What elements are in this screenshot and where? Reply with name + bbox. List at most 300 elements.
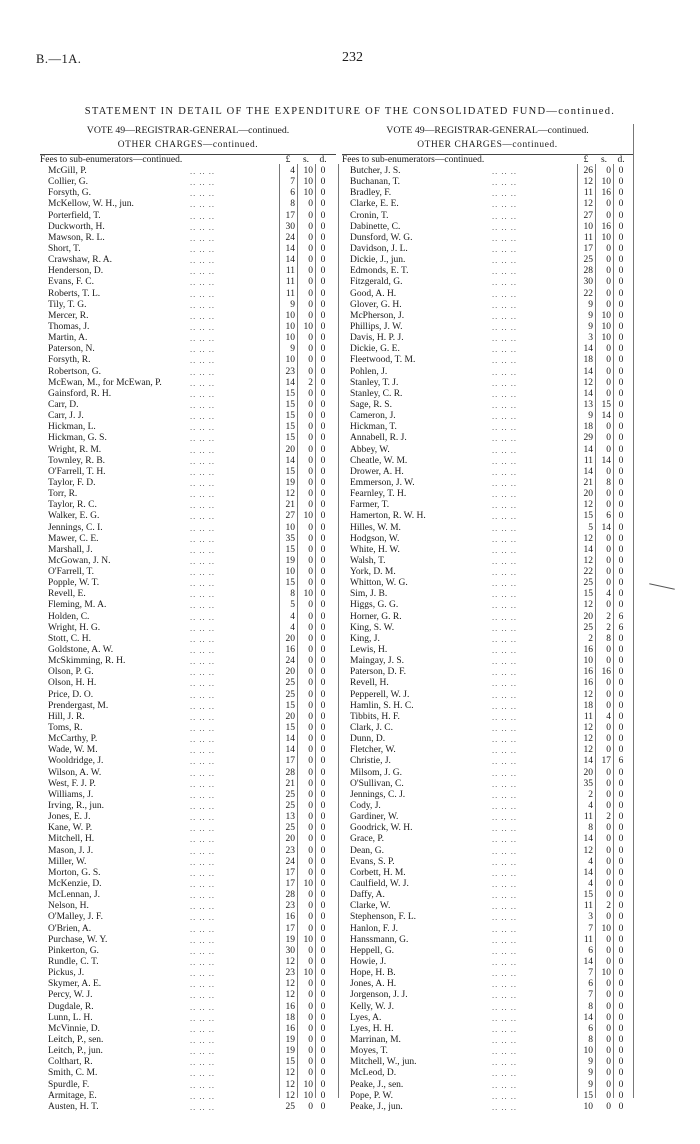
payee-name: Clarke, W. xyxy=(350,901,391,912)
pounds-rule xyxy=(279,164,280,1098)
pounds-value: 14 xyxy=(285,255,295,266)
leader-dots: .. .. .. xyxy=(492,845,517,856)
pence-value: 0 xyxy=(320,366,326,377)
list-item xyxy=(342,634,633,645)
pounds-value: 19 xyxy=(285,934,295,945)
shillings-value: 0 xyxy=(308,600,313,611)
pence-value: 0 xyxy=(320,778,326,789)
payee-name: Kane, W. P. xyxy=(48,823,93,834)
list-item xyxy=(40,478,336,489)
leader-dots: .. .. .. xyxy=(190,399,215,410)
payee-name: Daffy, A. xyxy=(350,890,385,901)
payee-name: White, H. W. xyxy=(350,544,400,555)
leader-dots: .. .. .. xyxy=(190,567,215,578)
pence-value: 0 xyxy=(320,1057,326,1068)
payee-name: Townley, R. B. xyxy=(48,455,106,466)
list-item xyxy=(40,489,336,500)
pence-value: 0 xyxy=(618,745,624,756)
leader-dots: .. .. .. xyxy=(492,299,517,310)
payee-name: Dunn, D. xyxy=(350,734,386,745)
pounds-value: 14 xyxy=(285,734,295,745)
shillings-value: 0 xyxy=(606,723,611,734)
payee-name: Buchanan, T. xyxy=(350,177,401,188)
shillings-value: 0 xyxy=(308,344,313,355)
payee-name: Short, T. xyxy=(48,243,81,254)
pence-value: 0 xyxy=(320,723,326,734)
pounds-value: 25 xyxy=(285,678,295,689)
payee-name: Duckworth, H. xyxy=(48,221,105,232)
pence-value: 0 xyxy=(320,901,326,912)
leader-dots: .. .. .. xyxy=(190,622,215,633)
pence-value: 0 xyxy=(618,377,624,388)
list-item xyxy=(40,277,336,288)
shillings-value: 0 xyxy=(308,711,313,722)
leader-dots: .. .. .. xyxy=(492,867,517,878)
list-item xyxy=(40,834,336,845)
pounds-value: 14 xyxy=(285,243,295,254)
leader-dots: .. .. .. xyxy=(492,511,517,522)
pounds-value: 25 xyxy=(285,801,295,812)
shillings-value: 0 xyxy=(606,444,611,455)
pounds-value: 10 xyxy=(285,321,295,332)
shillings-value: 0 xyxy=(606,1068,611,1079)
shillings-value: 0 xyxy=(606,912,611,923)
pence-value: 0 xyxy=(618,645,624,656)
pounds-value: 29 xyxy=(583,433,593,444)
pence-value: 0 xyxy=(618,522,624,533)
payee-name: McGill, P. xyxy=(48,166,87,176)
shillings-value: 0 xyxy=(308,823,313,834)
shillings-header: s. xyxy=(600,155,608,165)
pounds-value: 21 xyxy=(285,500,295,511)
list-item xyxy=(342,511,633,522)
list-item xyxy=(342,344,633,355)
list-item xyxy=(342,478,633,489)
leader-dots: .. .. .. xyxy=(492,1057,517,1068)
payee-name: Price, D. O. xyxy=(48,689,94,700)
list-item xyxy=(342,600,633,611)
shillings-value: 10 xyxy=(601,321,611,332)
shillings-value: 16 xyxy=(601,667,611,678)
pounds-value: 27 xyxy=(583,210,593,221)
leader-dots: .. .. .. xyxy=(190,1079,215,1090)
pounds-header: £ xyxy=(583,155,589,165)
leader-dots: .. .. .. xyxy=(492,789,517,800)
pounds-value: 10 xyxy=(285,567,295,578)
pounds-value: 9 xyxy=(588,321,593,332)
pounds-value: 14 xyxy=(583,956,593,967)
leader-dots: .. .. .. xyxy=(492,333,517,344)
payee-name: Cameron, J. xyxy=(350,411,396,422)
pounds-value: 12 xyxy=(583,600,593,611)
pence-value: 0 xyxy=(320,689,326,700)
pounds-value: 4 xyxy=(588,856,593,867)
pounds-value: 25 xyxy=(285,689,295,700)
leader-dots: .. .. .. xyxy=(190,700,215,711)
pounds-value: 18 xyxy=(285,1012,295,1023)
pounds-value: 17 xyxy=(285,879,295,889)
shillings-value: 0 xyxy=(606,1034,611,1045)
left-column xyxy=(40,124,336,1113)
pence-rule xyxy=(613,164,614,1098)
shillings-value: 8 xyxy=(606,633,611,644)
leader-dots: .. .. .. xyxy=(190,210,215,221)
shillings-value: 0 xyxy=(308,243,313,254)
pence-value: 0 xyxy=(618,166,624,176)
leader-dots: .. .. .. xyxy=(190,310,215,321)
shillings-value: 0 xyxy=(308,533,313,544)
leader-dots: .. .. .. xyxy=(492,700,517,711)
pounds-value: 16 xyxy=(285,912,295,923)
shillings-value: 0 xyxy=(606,645,611,656)
payee-name: McKellow, W. H., jun. xyxy=(48,199,134,210)
list-item xyxy=(40,901,336,912)
list-item xyxy=(342,701,633,712)
leader-dots: .. .. .. xyxy=(190,723,215,734)
shillings-value: 0 xyxy=(308,689,313,700)
payee-name: O'Malley, J. F. xyxy=(48,912,103,923)
list-item xyxy=(342,578,633,589)
pounds-value: 7 xyxy=(290,177,295,188)
shillings-value: 0 xyxy=(308,979,313,990)
pounds-value: 19 xyxy=(285,555,295,566)
pounds-value: 17 xyxy=(285,923,295,934)
shillings-value: 0 xyxy=(308,767,313,778)
shillings-value: 0 xyxy=(308,444,313,455)
leader-dots: .. .. .. xyxy=(190,489,215,500)
payee-name: Cheatle, W. M. xyxy=(350,455,408,466)
pence-value: 0 xyxy=(320,956,326,967)
payee-name: Paterson, N. xyxy=(48,344,95,355)
pounds-value: 10 xyxy=(583,1101,593,1112)
pounds-value: 8 xyxy=(588,1001,593,1012)
pounds-value: 11 xyxy=(583,455,593,466)
payee-name: Kelly, W. J. xyxy=(350,1001,394,1012)
list-item xyxy=(40,578,336,589)
pence-header: d. xyxy=(617,155,625,165)
shillings-value: 10 xyxy=(601,177,611,188)
pence-value: 0 xyxy=(618,778,624,789)
pence-value: 0 xyxy=(618,399,624,410)
leader-dots: .. .. .. xyxy=(492,555,517,566)
pence-value: 0 xyxy=(320,767,326,778)
shillings-value: 0 xyxy=(308,912,313,923)
list-item xyxy=(40,801,336,812)
leader-dots: .. .. .. xyxy=(190,1023,215,1034)
pounds-value: 20 xyxy=(285,711,295,722)
entry-list xyxy=(342,166,633,1113)
pounds-value: 16 xyxy=(583,678,593,689)
pence-value: 0 xyxy=(320,1046,326,1057)
shillings-value: 6 xyxy=(606,511,611,522)
leader-dots: .. .. .. xyxy=(492,221,517,232)
leader-dots: .. .. .. xyxy=(190,979,215,990)
pence-value: 0 xyxy=(618,856,624,867)
list-item xyxy=(40,433,336,444)
payee-name: Lunn, L. H. xyxy=(48,1012,93,1023)
entry-list xyxy=(40,166,336,1113)
payee-name: McVinnie, D. xyxy=(48,1023,100,1034)
payee-name: Fletcher, W. xyxy=(350,745,396,756)
shillings-value: 0 xyxy=(308,411,313,422)
leader-dots: .. .. .. xyxy=(492,166,517,176)
pence-value: 0 xyxy=(320,867,326,878)
payee-name: Wilson, A. W. xyxy=(48,767,102,778)
payee-name: Fleetwood, T. M. xyxy=(350,355,416,366)
pounds-value: 15 xyxy=(285,433,295,444)
payee-name: Popple, W. T. xyxy=(48,578,100,589)
list-item xyxy=(342,834,633,845)
pounds-value: 10 xyxy=(285,310,295,321)
list-item xyxy=(342,411,633,422)
shillings-value: 2 xyxy=(606,901,611,912)
payee-name: Purchase, W. Y. xyxy=(48,934,108,945)
pounds-value: 12 xyxy=(583,689,593,700)
payee-name: Leitch, P., jun. xyxy=(48,1046,103,1057)
list-item xyxy=(40,857,336,868)
leader-dots: .. .. .. xyxy=(492,645,517,656)
list-item xyxy=(342,400,633,411)
leader-dots: .. .. .. xyxy=(492,399,517,410)
pence-value: 0 xyxy=(320,210,326,221)
list-item xyxy=(342,779,633,790)
leader-dots: .. .. .. xyxy=(190,544,215,555)
payee-name: Prendergast, M. xyxy=(48,700,109,711)
pence-value: 0 xyxy=(618,477,624,488)
list-item xyxy=(40,990,336,1001)
leader-dots: .. .. .. xyxy=(492,567,517,578)
pounds-value: 25 xyxy=(583,255,593,266)
pounds-value: 20 xyxy=(285,834,295,845)
leader-dots: .. .. .. xyxy=(190,823,215,834)
pence-header: d. xyxy=(319,155,327,165)
pence-value: 0 xyxy=(618,1034,624,1045)
pounds-value: 9 xyxy=(588,1079,593,1090)
shillings-value: 0 xyxy=(308,678,313,689)
leader-dots: .. .. .. xyxy=(190,177,215,188)
list-item xyxy=(40,211,336,222)
pence-value: 0 xyxy=(320,500,326,511)
shillings-value: 0 xyxy=(606,823,611,834)
payee-name: Pohlen, J. xyxy=(350,366,388,377)
list-item xyxy=(40,768,336,779)
pounds-value: 11 xyxy=(285,277,295,288)
shillings-value: 16 xyxy=(601,188,611,199)
shillings-value: 0 xyxy=(308,1034,313,1045)
payee-name: Marshall, J. xyxy=(48,544,93,555)
shillings-value: 0 xyxy=(308,500,313,511)
leader-dots: .. .. .. xyxy=(492,734,517,745)
leader-dots: .. .. .. xyxy=(190,433,215,444)
pence-value: 0 xyxy=(618,934,624,945)
payee-name: Marrinan, M. xyxy=(350,1034,401,1045)
leader-dots: .. .. .. xyxy=(190,812,215,823)
payee-name: Caulfield, W. J. xyxy=(350,879,409,889)
pounds-value: 12 xyxy=(285,1079,295,1090)
list-item xyxy=(40,612,336,623)
pence-value: 0 xyxy=(618,1101,624,1112)
leader-dots: .. .. .. xyxy=(190,466,215,477)
payee-name: O'Farrell, T. xyxy=(48,567,94,578)
leader-dots: .. .. .. xyxy=(492,188,517,199)
pounds-value: 9 xyxy=(588,299,593,310)
list-item xyxy=(342,667,633,678)
leader-dots: .. .. .. xyxy=(492,355,517,366)
shillings-value: 0 xyxy=(606,288,611,299)
leader-dots: .. .. .. xyxy=(190,1001,215,1012)
list-item xyxy=(342,422,633,433)
pounds-value: 16 xyxy=(285,645,295,656)
leader-dots: .. .. .. xyxy=(492,1001,517,1012)
pounds-value: 35 xyxy=(583,778,593,789)
payee-name: Hanlon, F. J. xyxy=(350,923,399,934)
leader-dots: .. .. .. xyxy=(190,1034,215,1045)
section-header xyxy=(40,155,336,166)
payee-name: McEwan, M., for McEwan, P. xyxy=(48,377,162,388)
pence-value: 0 xyxy=(618,711,624,722)
payee-name: Smith, C. M. xyxy=(48,1068,98,1079)
list-item xyxy=(342,244,633,255)
shillings-value: 0 xyxy=(308,255,313,266)
shillings-value: 0 xyxy=(606,956,611,967)
payee-name: Irving, R., jun. xyxy=(48,801,104,812)
leader-dots: .. .. .. xyxy=(492,667,517,678)
pounds-value: 9 xyxy=(588,1057,593,1068)
shillings-value: 0 xyxy=(308,199,313,210)
pence-value: 0 xyxy=(618,188,624,199)
payee-name: Hickman, T. xyxy=(350,422,397,433)
payee-name: Dean, G. xyxy=(350,845,385,856)
leader-dots: .. .. .. xyxy=(492,834,517,845)
leader-dots: .. .. .. xyxy=(190,388,215,399)
pence-value: 0 xyxy=(320,344,326,355)
payee-name: Taylor, F. D. xyxy=(48,477,96,488)
list-item xyxy=(342,456,633,467)
shillings-value: 0 xyxy=(308,455,313,466)
list-item xyxy=(342,545,633,556)
pence-rule xyxy=(315,164,316,1098)
leader-dots: .. .. .. xyxy=(492,232,517,243)
shillings-value: 10 xyxy=(303,879,313,889)
shillings-value: 8 xyxy=(606,477,611,488)
shillings-value: 0 xyxy=(606,734,611,745)
payee-name: Annabell, R. J. xyxy=(350,433,407,444)
pounds-value: 18 xyxy=(583,422,593,433)
list-item xyxy=(342,199,633,210)
payee-name: O'Sullivan, C. xyxy=(350,778,404,789)
page-title: STATEMENT IN DETAIL OF THE EXPENDITURE OF THE CONSOLIDATED FUND—continued. xyxy=(84,106,616,117)
leader-dots: .. .. .. xyxy=(492,1046,517,1057)
pence-value: 0 xyxy=(320,533,326,544)
shillings-value: 0 xyxy=(606,377,611,388)
pounds-value: 15 xyxy=(285,466,295,477)
pounds-value: 7 xyxy=(588,923,593,934)
list-item xyxy=(342,500,633,511)
shillings-value: 0 xyxy=(308,633,313,644)
leader-dots: .. .. .. xyxy=(190,834,215,845)
list-item xyxy=(40,600,336,611)
document-reference: B.—1A. xyxy=(36,52,82,66)
leader-dots: .. .. .. xyxy=(492,243,517,254)
pounds-value: 14 xyxy=(583,834,593,845)
leader-dots: .. .. .. xyxy=(190,801,215,812)
payee-name: O'Brien, A. xyxy=(48,923,92,934)
pence-value: 0 xyxy=(618,968,624,979)
pounds-value: 12 xyxy=(583,177,593,188)
list-item xyxy=(40,422,336,433)
pounds-value: 12 xyxy=(583,845,593,856)
shillings-value: 0 xyxy=(606,1079,611,1090)
shillings-value: 0 xyxy=(308,622,313,633)
pence-value: 0 xyxy=(618,321,624,332)
leader-dots: .. .. .. xyxy=(492,199,517,210)
list-item xyxy=(40,523,336,534)
leader-dots: .. .. .. xyxy=(492,689,517,700)
leader-dots: .. .. .. xyxy=(190,477,215,488)
pence-value: 0 xyxy=(618,232,624,243)
payee-name: Edmonds, E. T. xyxy=(350,266,409,277)
list-item xyxy=(40,656,336,667)
pence-value: 0 xyxy=(618,489,624,500)
list-item xyxy=(40,233,336,244)
pounds-value: 19 xyxy=(285,1046,295,1057)
list-item xyxy=(342,1035,633,1046)
shillings-value: 0 xyxy=(606,979,611,990)
pounds-value: 12 xyxy=(285,979,295,990)
leader-dots: .. .. .. xyxy=(190,522,215,533)
pounds-value: 12 xyxy=(285,1090,295,1101)
shillings-value: 0 xyxy=(308,422,313,433)
list-item xyxy=(40,266,336,277)
pence-value: 0 xyxy=(320,232,326,243)
leader-dots: .. .. .. xyxy=(190,645,215,656)
list-item xyxy=(40,344,336,355)
pounds-value: 8 xyxy=(290,589,295,600)
pence-value: 6 xyxy=(618,756,624,767)
pounds-value: 20 xyxy=(583,767,593,778)
payee-name: Hamlin, S. H. C. xyxy=(350,700,414,711)
shillings-value: 10 xyxy=(601,310,611,321)
pence-value: 0 xyxy=(320,288,326,299)
shillings-rule xyxy=(595,164,596,1098)
pounds-value: 15 xyxy=(583,1090,593,1101)
pounds-value: 10 xyxy=(285,333,295,344)
pence-value: 0 xyxy=(618,1012,624,1023)
payee-name: Stott, C. H. xyxy=(48,633,92,644)
leader-dots: .. .. .. xyxy=(190,444,215,455)
leader-dots: .. .. .. xyxy=(492,500,517,511)
pence-value: 0 xyxy=(320,255,326,266)
list-item xyxy=(342,188,633,199)
pounds-value: 8 xyxy=(588,1034,593,1045)
list-item xyxy=(342,467,633,478)
shillings-value: 10 xyxy=(601,923,611,934)
pounds-value: 18 xyxy=(583,355,593,366)
pounds-value: 12 xyxy=(583,500,593,511)
leader-dots: .. .. .. xyxy=(492,433,517,444)
list-item xyxy=(40,1035,336,1046)
shillings-value: 0 xyxy=(606,489,611,500)
pence-value: 0 xyxy=(618,266,624,277)
pounds-value: 15 xyxy=(583,511,593,522)
pence-value: 0 xyxy=(320,243,326,254)
payee-name: Davidson, J. L. xyxy=(350,243,408,254)
payee-name: McLeod, D. xyxy=(350,1068,397,1079)
list-item xyxy=(342,556,633,567)
pounds-value: 11 xyxy=(583,232,593,243)
payee-name: Mitchell, W., jun. xyxy=(350,1057,417,1068)
pence-value: 0 xyxy=(320,399,326,410)
